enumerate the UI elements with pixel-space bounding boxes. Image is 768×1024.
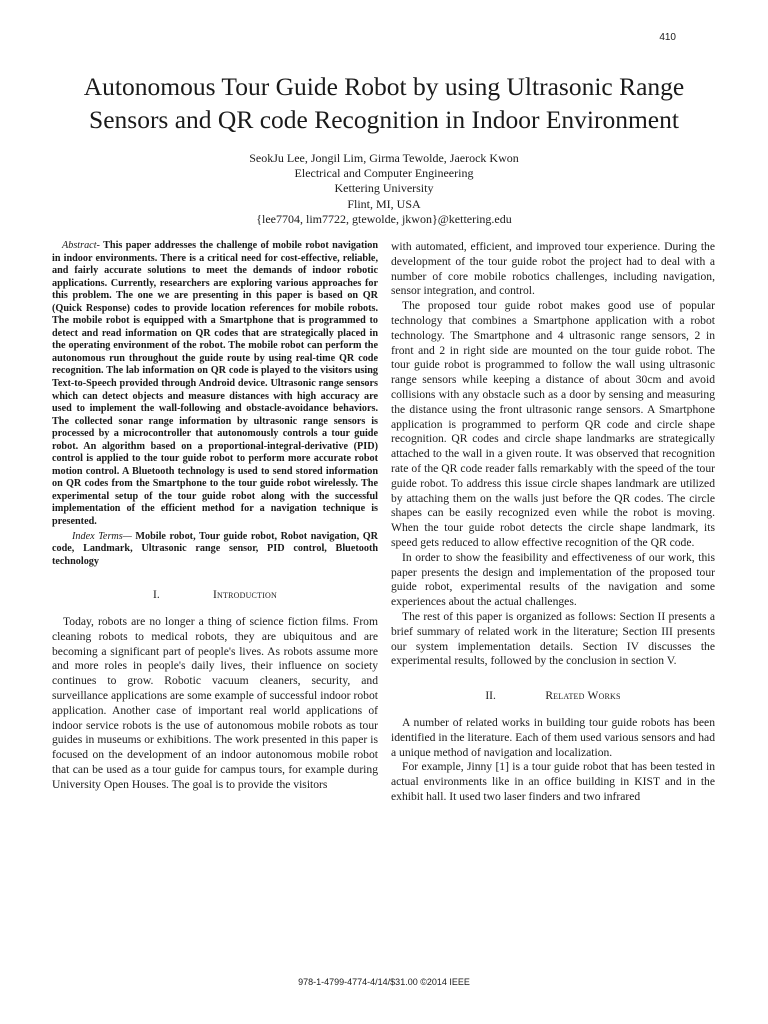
author-location: Flint, MI, USA bbox=[347, 196, 421, 211]
right-column bbox=[391, 240, 715, 805]
body-paragraph: The rest of this paper is organized as follows: Section II presents a brief summary of related work in the literature; Section III presents our system implementation details. Section IV discusses the experimental results, followed by the conclusion in section V. bbox=[391, 609, 715, 668]
title-line-1: Autonomous Tour Guide Robot by using Ultrasonic Range bbox=[83, 72, 685, 101]
page-number: 410 bbox=[659, 32, 676, 43]
abstract-lead: Abstract- bbox=[62, 240, 100, 251]
body-paragraph: In order to show the feasibility and effectiveness of our work, this paper presents the design and implementation of the proposed tour guide robot, experimental results of the navigation and some experiences about the actual challenges. bbox=[391, 550, 715, 609]
related-works-paragraph: A number of related works in building tour guide robots has been identified in the literature. Each of them used various sensors and had a unique method of navigation and localization. bbox=[391, 715, 715, 759]
author-names: SeokJu Lee, Jongil Lim, Girma Tewolde, Jaerock Kwon bbox=[249, 151, 519, 165]
index-terms-lead: Index Terms— bbox=[72, 530, 132, 542]
abstract-text: This paper addresses the challenge of mobile robot navigation in indoor environments. There is a critical need for cost-effective, reliable, and fairly accurate solutions to meet the demands of indoor robotic applications. Currently, researchers are exploring various approaches for this problem. The one we are presenting in this paper is based on QR (Quick Response) codes to provide location references for mobile robots. The mobile robot is equipped with a Smartphone that is programmed to detect and read information on QR codes that are strategically placed in the operating environment of the robot. The mobile robot can perform the autonomous run throughout the guide route by using real-time QR code recognition. The lab information on QR code is played to the visitors using Text-to-Speech provided through Android device. Ultrasonic range sensors which can detect objects and measure distances with high accuracy are used to implement the wall-following and obstacle-avoidance behaviors. The collected sonar range information by ultrasonic range sensors is processed by a microcontroller that autonomously controls a tour guide robot. An algorithm based on a proportional-integral-derivative (PID) control is applied to the tour guide robot to perform more accurate robot motion control. A Bluetooth technology is used to send stored information on QR codes from the Smartphone to the tour guide robot wirelessly. The experimental setup of the tour guide robot along with the successful implementation of the efficient method for a navigation technique is presented. bbox=[52, 240, 378, 528]
copyright-footer: 978-1-4799-4774-4/14/$31.00 ©2014 IEEE bbox=[298, 977, 470, 987]
section-heading-introduction bbox=[52, 588, 378, 603]
section-number: II. bbox=[485, 690, 496, 703]
author-department: Electrical and Computer Engineering bbox=[294, 166, 474, 181]
section-number: I. bbox=[152, 589, 160, 602]
title-line-2: Sensors and QR code Recognition in Indoor Environment bbox=[89, 105, 679, 134]
section-heading-related-works bbox=[391, 689, 715, 704]
body-paragraph: with automated, efficient, and improved tour experience. During the development of the tour guide robot the project had to deal with a number of core mobile robotics challenges, including navigation, sensor integration, and control. bbox=[391, 240, 715, 298]
left-column bbox=[52, 240, 378, 793]
index-terms-text: Mobile robot, Tour guide robot, Robot navigation, QR code, Landmark, Ultrasonic range sensor, PID control, Bluetooth technology bbox=[52, 530, 378, 567]
intro-paragraph: Today, robots are no longer a thing of science fiction films. From cleaning robots to medical robots, they are ubiquitous and are becoming a significant part of people's lives. As robots assume more and more roles in people's daily lives, their influence on society continues to grow. Robotic vacuum cleaners, security, and surveillance applications are some example of successful indoor robot application. Another case of important real world applications of indoor service robots is the use of autonomous mobile robots as tour guides in museums or exhibitions. The work presented in this paper is focused on the development of an indoor autonomous mobile robot that can be used as a tour guide for campus tours, for example during University Open Houses. The goal is to provide the visitors bbox=[52, 615, 378, 791]
abstract bbox=[52, 240, 378, 529]
index-terms bbox=[52, 531, 378, 569]
author-university: Kettering University bbox=[334, 181, 434, 196]
section-title: Introduction bbox=[212, 589, 277, 602]
section-title: Related Works bbox=[545, 690, 621, 703]
related-works-paragraph: For example, Jinny [1] is a tour guide robot that has been tested in actual environments like in an office building in KIST and in the exhibit hall. It used two laser finders and two infrared bbox=[391, 760, 715, 803]
body-paragraph: The proposed tour guide robot makes good use of popular technology that combines a Smartphone application with a robot technology. The Smartphone and 4 ultrasonic range sensors, 2 in front and 2 in right side are mounted on the tour guide robot. The tour guide robot is programmed to follow the wall using ultrasonic range sensors while keeping a distance of about 30cm and avoid collisions with any obstacle such as a door by sensing and measuring the distance using the front ultrasonic range sensors. A Smartphone application is programmed to perform QR code and circle shape recognition. QR codes and circle shape landmarks are strategically attached to the wall in a given route. It was observed that recognition rate of the QR code reader falls remarkably with the speed of the tour guide robot. To address this issue circle shapes landmark are utilized by attaching them on the walls just before the QR codes. The circle shapes can be easily recognized even while the robot is moving. When the tour guide robot detects the circle shape landmark, its speed gets reduced to allow effective recognition of the QR code. bbox=[391, 299, 715, 549]
author-block bbox=[40, 151, 728, 227]
paper-title bbox=[40, 70, 728, 136]
author-emails: {lee7704, lim7722, gtewolde, jkwon}@kettering.edu bbox=[256, 211, 512, 226]
